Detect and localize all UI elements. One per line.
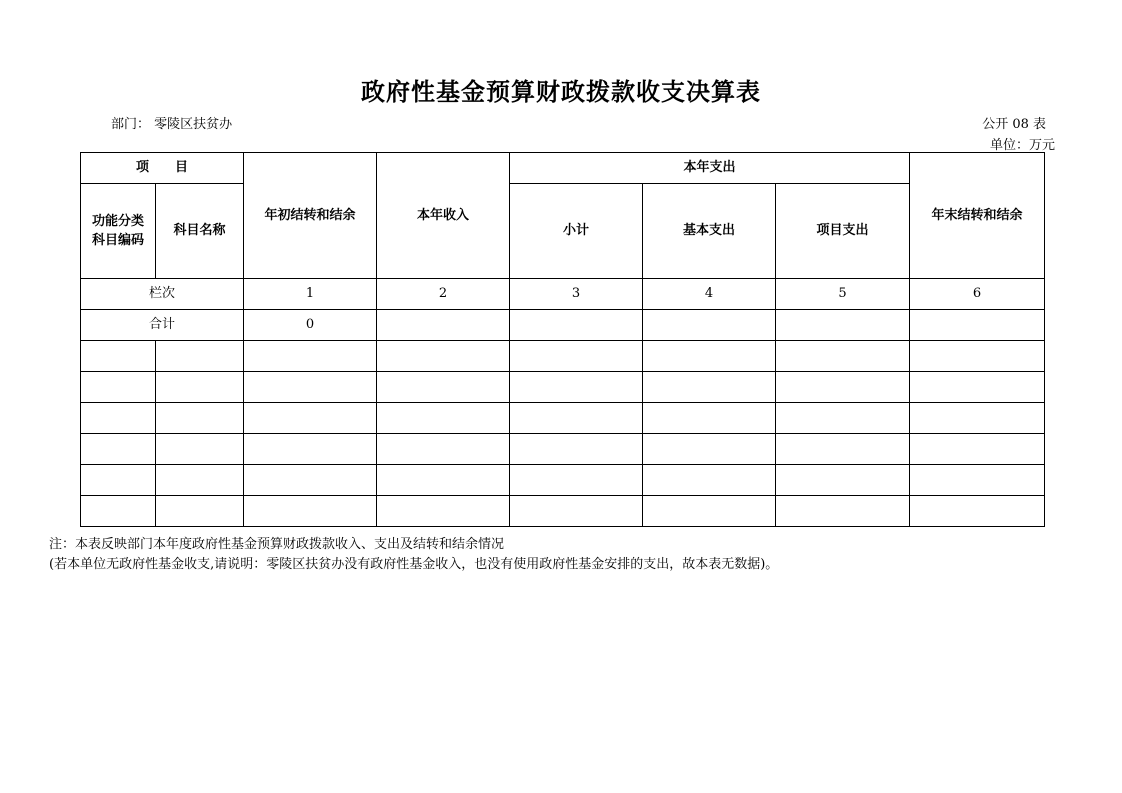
note-line-2: (若本单位无政府性基金收支,请说明：零陵区扶贫办没有政府性基金收入，也没有使用政府性基金安排的支出，故本表无数据)。	[49, 557, 779, 572]
table-cell	[81, 341, 156, 372]
header-func-code: 功能分类科目编码	[81, 184, 156, 279]
table-row	[81, 465, 1045, 496]
header-end-balance: 年末结转和结余	[910, 153, 1045, 279]
table-cell	[244, 496, 377, 527]
column-number-cell: 3	[510, 279, 643, 310]
table-row	[81, 372, 1045, 403]
table-cell	[377, 403, 510, 434]
total-basic-expense	[643, 310, 776, 341]
table-cell	[81, 496, 156, 527]
table-cell	[81, 403, 156, 434]
column-number-cell: 4	[643, 279, 776, 310]
table-row	[81, 341, 1045, 372]
total-label: 合计	[81, 310, 244, 341]
table-cell	[776, 403, 910, 434]
table-cell	[156, 341, 244, 372]
note-line-1: 注：本表反映部门本年度政府性基金预算财政拨款收入、支出及结转和结余情况	[49, 537, 505, 552]
total-project-expense	[776, 310, 910, 341]
table-cell	[910, 372, 1045, 403]
table-cell	[776, 341, 910, 372]
table-cell	[244, 372, 377, 403]
table-cell	[377, 434, 510, 465]
header-subject-name: 科目名称	[156, 184, 244, 279]
table-cell	[244, 403, 377, 434]
form-number: 公开 08 表	[982, 117, 1046, 132]
total-end-balance	[910, 310, 1045, 341]
table-cell	[156, 372, 244, 403]
header-project-expense: 项目支出	[776, 184, 910, 279]
column-number-cell: 2	[377, 279, 510, 310]
table-cell	[643, 403, 776, 434]
table-cell	[156, 403, 244, 434]
page-title: 政府性基金预算财政拨款收支决算表	[361, 77, 761, 106]
table-cell	[510, 465, 643, 496]
table-cell	[81, 434, 156, 465]
notes	[49, 535, 778, 575]
column-number-cell: 1	[244, 279, 377, 310]
header-income: 本年收入	[377, 153, 510, 279]
table-cell	[910, 403, 1045, 434]
table-cell	[81, 465, 156, 496]
header-expense: 本年支出	[510, 153, 910, 184]
table-cell	[156, 434, 244, 465]
table-row	[81, 403, 1045, 434]
table-cell	[910, 465, 1045, 496]
table-cell	[244, 465, 377, 496]
table-cell	[910, 341, 1045, 372]
budget-table	[80, 152, 1045, 527]
table-cell	[776, 372, 910, 403]
header-subtotal: 小计	[510, 184, 643, 279]
table-cell	[643, 496, 776, 527]
total-income	[377, 310, 510, 341]
header-row-2	[81, 184, 1045, 279]
table-cell	[643, 465, 776, 496]
table-cell	[910, 434, 1045, 465]
table-cell	[643, 341, 776, 372]
department-label: 部门： 零陵区扶贫办	[111, 117, 233, 132]
table-cell	[510, 341, 643, 372]
header-begin-balance: 年初结转和结余	[244, 153, 377, 279]
table-cell	[156, 496, 244, 527]
column-number-label: 栏次	[81, 279, 244, 310]
table-cell	[510, 496, 643, 527]
table-cell	[377, 341, 510, 372]
total-row	[81, 310, 1045, 341]
table-cell	[510, 372, 643, 403]
column-number-cell: 6	[910, 279, 1045, 310]
header-basic-expense: 基本支出	[643, 184, 776, 279]
column-number-cell: 5	[776, 279, 910, 310]
table-cell	[510, 434, 643, 465]
table-cell	[643, 372, 776, 403]
table-cell	[244, 434, 377, 465]
header-row-1	[81, 153, 1045, 184]
table-cell	[510, 403, 643, 434]
total-subtotal	[510, 310, 643, 341]
table-cell	[377, 372, 510, 403]
table-cell	[156, 465, 244, 496]
table-cell	[776, 434, 910, 465]
table-cell	[776, 496, 910, 527]
table-cell	[377, 496, 510, 527]
table-row	[81, 434, 1045, 465]
table-cell	[377, 465, 510, 496]
table-row	[81, 496, 1045, 527]
total-begin-balance: 0	[244, 310, 377, 341]
header-item: 项 目	[81, 153, 244, 184]
table-cell	[244, 341, 377, 372]
column-number-row	[81, 279, 1045, 310]
table-cell	[910, 496, 1045, 527]
table-cell	[81, 372, 156, 403]
table-cell	[643, 434, 776, 465]
table-cell	[776, 465, 910, 496]
unit-label: 单位：万元	[989, 138, 1055, 153]
